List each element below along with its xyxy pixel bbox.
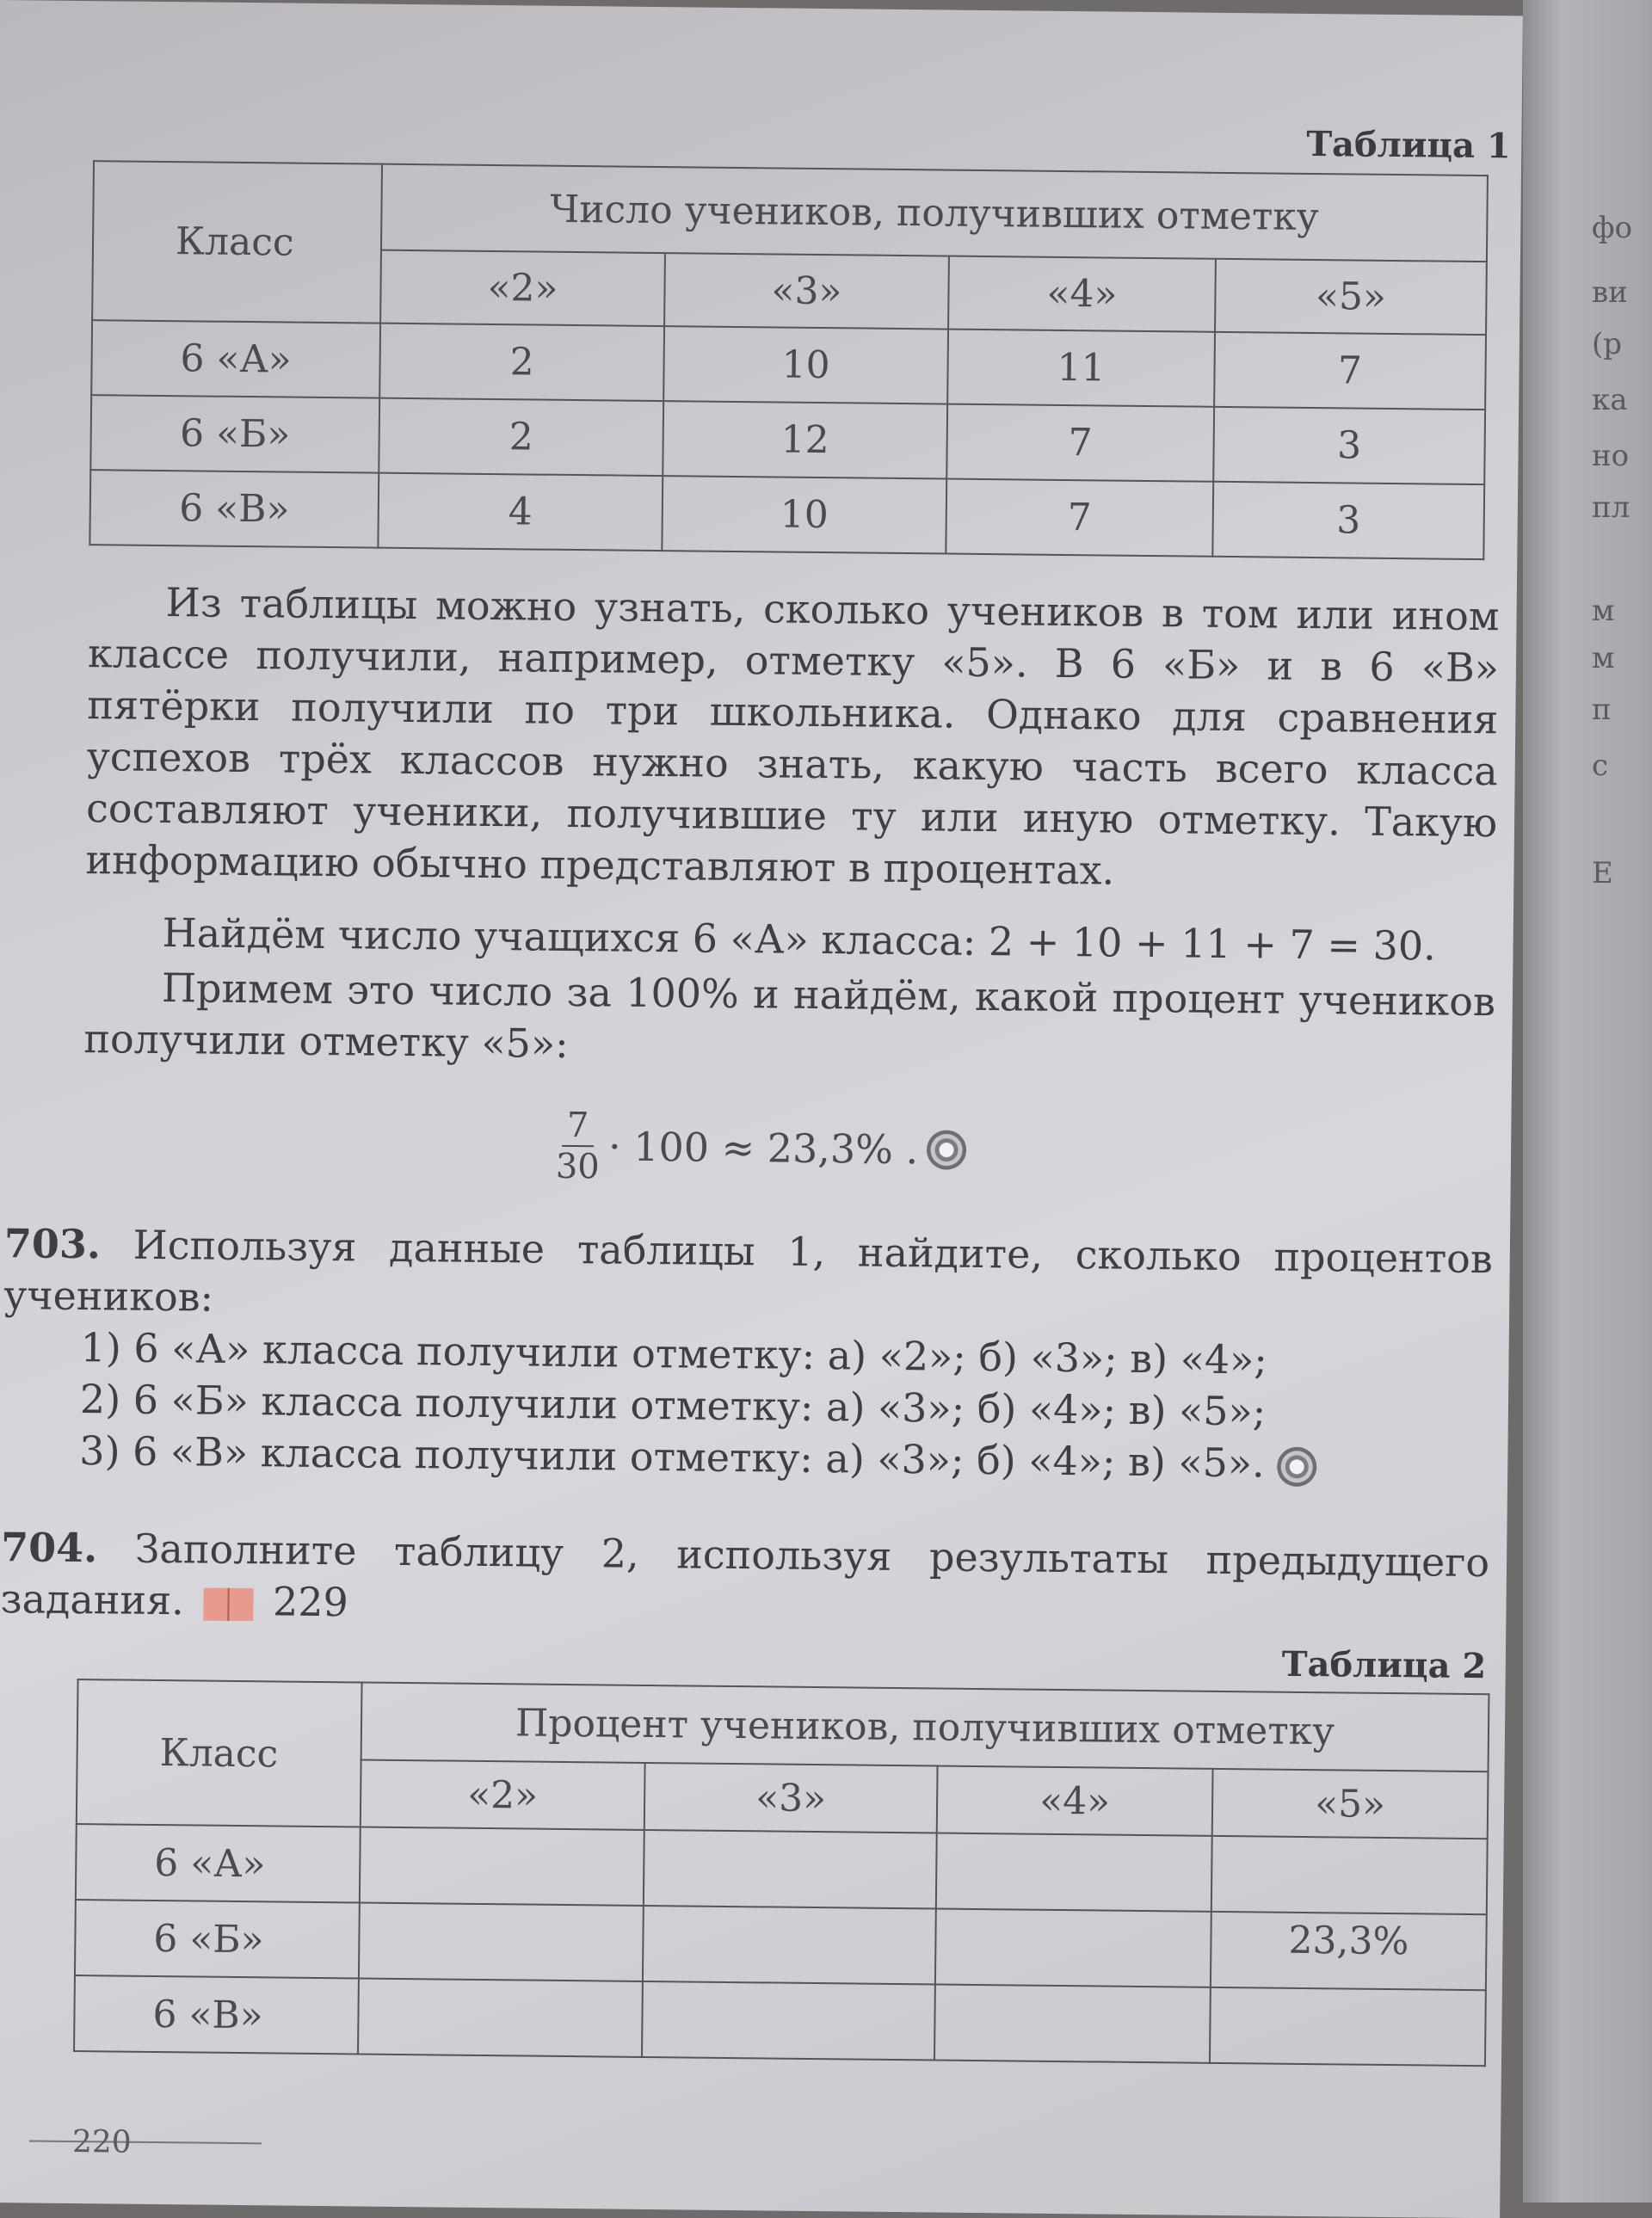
list-item: 2) 6 «Б» класса получили отметку: а) «3»; б) «4»; в) «5»; (79, 1376, 1267, 1435)
next-page-edge (1523, 0, 1652, 2203)
margin-fragment: но (1592, 439, 1630, 473)
task-704-number: 704. (0, 1524, 98, 1572)
table1-cell: 7 (946, 404, 1214, 482)
margin-fragment: м (1592, 641, 1615, 675)
table2-cell (934, 1985, 1211, 2063)
table1-cell: 7 (1214, 332, 1486, 410)
formula (556, 1106, 967, 1191)
table1-cell: 2 (379, 398, 663, 476)
margin-fragment: Е (1592, 856, 1613, 890)
table2-cell (358, 1978, 643, 2056)
table-row (89, 470, 1484, 559)
table2-cell (360, 1827, 644, 1906)
table1-cell: 10 (662, 476, 946, 553)
table-row (76, 1824, 1488, 1914)
margin-fragment: с (1592, 749, 1609, 783)
table1-cell: 7 (946, 479, 1213, 557)
task-703-item-3: 3) 6 «В» класса получили отметку: а) «3»; б) «4»; в) «5». (79, 1427, 1265, 1487)
table1-row-class: 6 «Б» (90, 395, 379, 473)
formula-rest: · 100 ≈ 23,3% . (607, 1123, 919, 1174)
table1-mark-2: «2» (380, 250, 665, 326)
table2 (73, 1679, 1489, 2067)
fraction (556, 1106, 601, 1187)
table2-mark-5: «5» (1212, 1769, 1489, 1839)
table2-row-class: 6 «В» (74, 1975, 359, 2054)
paragraph-sum: Найдём число учащихся 6 «А» класса: 2 + 10 + 11 + 7 = 30. (162, 909, 1437, 970)
table2-mark-3: «3» (644, 1763, 938, 1833)
table-row (90, 395, 1485, 484)
task-704 (0, 1522, 1490, 1640)
task-704-text: Заполните таблицу 2, используя результаты предыдущего задания. (0, 1525, 1490, 1624)
margin-fragment: (р (1592, 327, 1623, 361)
fraction-denominator: 30 (555, 1146, 600, 1187)
table2-cell (1210, 1987, 1486, 2066)
margin-fragment: ка (1592, 383, 1628, 417)
task-703-intro: Используя данные таблицы 1, найдите, сколько процентов учеников: (3, 1221, 1494, 1321)
page-number: 220 (71, 2124, 132, 2160)
table-row (74, 1975, 1486, 2066)
table2-label: Таблица 2 (1281, 1643, 1487, 1687)
table2-cell: 23,3% (1211, 1912, 1487, 1990)
table1-cell: 10 (663, 326, 948, 404)
table1 (89, 160, 1489, 560)
table1-cell: 3 (1212, 482, 1484, 559)
paragraph-intro: Из таблицы можно узнать, сколько учеников в том или ином классе получили, например, отметку «5». В 6 «Б» и в 6 «В» пятёрки получили по три школьника. Однако для сравнения успехов трёх классов нужно знать, какую часть всего класса составляют ученики, получившие ту или иную отметку. Такую информацию обычно представляют в процентах. (85, 579, 1500, 894)
table-row (91, 320, 1486, 410)
table1-mark-4: «4» (948, 256, 1216, 332)
task-703-number: 703. (3, 1220, 102, 1268)
table1-cell: 2 (379, 323, 664, 401)
table2-mark-2: «2» (361, 1760, 645, 1830)
disc-icon (927, 1130, 966, 1169)
table1-class-header: Класс (92, 161, 382, 323)
table2-cell (936, 1833, 1212, 1912)
table2-cell (642, 1981, 935, 2061)
margin-fragment: м (1592, 594, 1615, 628)
list-item: 1) 6 «А» класса получили отметку: а) «2»; б) «3»; в) «4»; (80, 1324, 1268, 1383)
margin-fragment: фо (1592, 211, 1633, 245)
table1-row-class: 6 «В» (89, 470, 379, 548)
table1-cell: 3 (1213, 407, 1485, 484)
table2-row-class: 6 «Б» (75, 1900, 360, 1978)
table-row (75, 1900, 1487, 1990)
table1-mark-3: «3» (664, 253, 949, 329)
table2-cell (643, 1906, 936, 1985)
margin-fragment: п (1592, 693, 1612, 727)
table2-mark-4: «4» (937, 1766, 1213, 1836)
table2-cell (1211, 1836, 1488, 1914)
paragraph-percent: Примем это число за 100% и найдём, какой процент учеников получили отметку «5»: (83, 964, 1496, 1067)
table1-cell: 4 (378, 473, 663, 551)
fraction-numerator: 7 (562, 1106, 595, 1147)
task-704-ref-page: 229 (272, 1578, 349, 1626)
table2-cell (644, 1830, 937, 1909)
margin-fragment: ви (1592, 275, 1628, 310)
table1-row-class: 6 «А» (91, 320, 380, 398)
task-703 (3, 1218, 1494, 1491)
margin-fragment: пл (1592, 490, 1630, 525)
table1-group-header: Число учеников, получивших отметку (381, 164, 1488, 262)
table1-label: Таблица 1 (1306, 123, 1512, 167)
table2-cell (359, 1902, 644, 1981)
book-icon (203, 1588, 253, 1622)
disc-icon (1277, 1447, 1316, 1487)
page-number-rule (29, 2140, 262, 2144)
table2-row-class: 6 «А» (76, 1824, 361, 1902)
table1-cell: 12 (663, 401, 947, 478)
table2-class-header: Класс (77, 1679, 362, 1827)
table2-group-header: Процент учеников, получивших отметку (361, 1683, 1489, 1772)
table1-mark-5: «5» (1215, 259, 1487, 335)
table2-cell (935, 1909, 1211, 1987)
table1-cell: 11 (947, 330, 1215, 407)
